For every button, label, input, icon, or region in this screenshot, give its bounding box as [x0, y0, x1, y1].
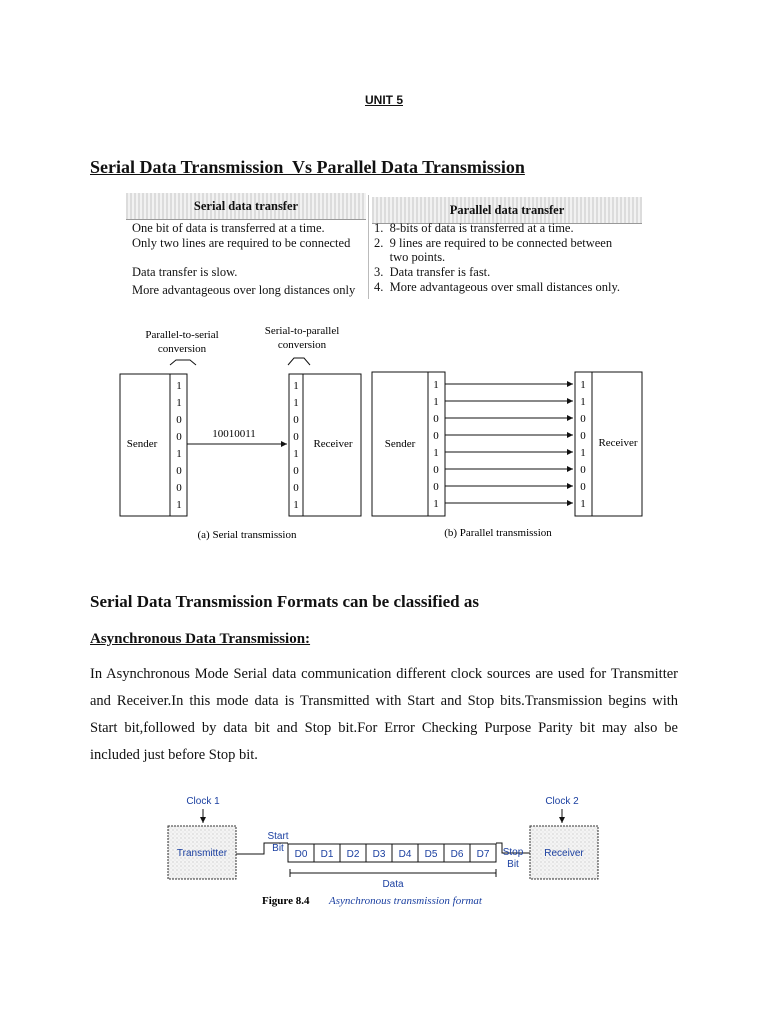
serial-sender-bit: 0 — [176, 465, 182, 477]
async-paragraph: In Asynchronous Mode Serial data communication different clock sources are used for Transmitter and Receiver.In this mode data is Transmitted with Start and Stop bits.Transmission begins with Start bit,followed by data bit and Stop bit.For Error Checking Purpose Parity bit may also be included just before Stop bit. — [90, 666, 678, 763]
unit-title: UNIT 5 — [364, 93, 403, 107]
parallel-column-header: Parallel data transfer — [372, 197, 642, 224]
parallel-sender-bit: 0 — [433, 464, 439, 476]
parallel-caption: (b) Parallel transmission — [444, 527, 552, 539]
parallel-sender-bit: 1 — [433, 498, 439, 510]
shift-register — [170, 374, 187, 516]
serial-column-header: Serial data transfer — [126, 193, 366, 220]
formats-heading: Serial Data Transmission Formats can be classified as — [90, 592, 479, 611]
serial-caption: (a) Serial transmission — [197, 529, 297, 541]
serial-sender-bit: 1 — [176, 499, 182, 511]
serial-receiver-bit: 1 — [293, 448, 299, 460]
serial-receiver-bit: 0 — [293, 431, 299, 443]
parallel-receiver-bit: 1 — [580, 498, 586, 510]
comparison-table — [124, 193, 644, 303]
parallel-row: 3. Data transfer is fast. — [374, 265, 491, 279]
async-figure — [152, 785, 612, 920]
data-bit-label: D7 — [476, 849, 490, 860]
parallel-receiver-bit: 1 — [580, 396, 586, 408]
shift-register — [289, 374, 303, 516]
parallel-row: 4. More advantageous over small distances only. — [374, 280, 621, 294]
data-label: Data — [382, 879, 404, 890]
data-bit-label: D3 — [372, 849, 386, 860]
parallel-sender-bit: 1 — [433, 379, 439, 391]
figure-caption: Asynchronous transmission format — [329, 895, 482, 907]
serial-receiver-bit: 0 — [293, 482, 299, 494]
serial-sender-bit: 0 — [176, 431, 182, 443]
serial-row: Only two lines are required to be connected — [132, 236, 351, 250]
parallel-sender-bit: 1 — [433, 396, 439, 408]
figure-number: Figure 8.4 — [262, 895, 310, 907]
serial-row: One bit of data is transferred at a time. — [132, 221, 325, 235]
receiver-label: Receiver — [544, 848, 584, 859]
bracket-icon — [170, 360, 196, 365]
parallel-receiver-bit: 0 — [580, 413, 586, 425]
serial-receiver-bit: 1 — [293, 397, 299, 409]
serial-receiver-bit: 0 — [293, 414, 299, 426]
parallel-to-serial-label-line2: conversion — [157, 343, 207, 355]
stop-bit-label: Bit — [507, 859, 519, 870]
receiver-label: Receiver — [598, 437, 638, 449]
sender-label: Sender — [384, 438, 416, 450]
parallel-row: two points. — [374, 250, 446, 264]
data-bit-label: D0 — [294, 849, 308, 860]
start-bit-label: Bit — [272, 843, 284, 854]
parallel-receiver-bit: 0 — [580, 430, 586, 442]
data-bit-label: D2 — [346, 849, 360, 860]
start-label: Start — [267, 831, 289, 842]
parallel-receiver-bit: 1 — [580, 379, 586, 391]
serial-receiver-bit: 1 — [293, 499, 299, 511]
data-register — [428, 372, 445, 516]
stop-label: Stop — [502, 847, 524, 858]
parallel-sender-bit: 0 — [433, 430, 439, 442]
serial-sender-bit: 1 — [176, 380, 182, 392]
data-bit-label: D4 — [398, 849, 412, 860]
serial-to-parallel-label-line2: conversion — [277, 339, 327, 351]
parallel-receiver-bit: 0 — [580, 464, 586, 476]
serial-to-parallel-label: Serial-to-parallel — [264, 325, 340, 337]
data-bit-label: D1 — [320, 849, 334, 860]
parallel-row: 1. 8-bits of data is transferred at a time. — [374, 221, 574, 235]
parallel-sender-bit: 1 — [433, 447, 439, 459]
table-divider — [368, 195, 369, 299]
serial-row: Data transfer is slow. — [132, 265, 238, 279]
parallel-row: 2. 9 lines are required to be connected between — [374, 236, 613, 250]
sender-label: Sender — [126, 438, 158, 450]
bracket-icon — [288, 358, 310, 365]
main-heading: Serial Data Transmission Vs Parallel Data Transmission — [90, 157, 525, 177]
async-heading: Asynchronous Data Transmission: — [90, 631, 311, 647]
data-register — [575, 372, 592, 516]
data-bit-label: D5 — [424, 849, 438, 860]
transmitter-label: Transmitter — [176, 848, 228, 859]
serial-sender-bit: 0 — [176, 482, 182, 494]
parallel-sender-bit: 0 — [433, 413, 439, 425]
parallel-sender-bit: 0 — [433, 481, 439, 493]
serial-sender-bit: 1 — [176, 397, 182, 409]
serial-receiver-bit: 0 — [293, 465, 299, 477]
serial-sender-bit: 1 — [176, 448, 182, 460]
clock2-label: Clock 2 — [545, 796, 579, 807]
parallel-receiver-bit: 1 — [580, 447, 586, 459]
clock1-label: Clock 1 — [186, 796, 220, 807]
serial-sender-bit: 0 — [176, 414, 182, 426]
serial-stream-label: 10010011 — [212, 428, 256, 440]
serial-receiver-bit: 1 — [293, 380, 299, 392]
parallel-receiver-bit: 0 — [580, 481, 586, 493]
data-bit-label: D6 — [450, 849, 464, 860]
transmission-diagram — [110, 320, 650, 550]
receiver-label: Receiver — [313, 438, 353, 450]
serial-row: More advantageous over long distances only — [132, 283, 356, 297]
parallel-to-serial-label: Parallel-to-serial — [145, 329, 219, 341]
